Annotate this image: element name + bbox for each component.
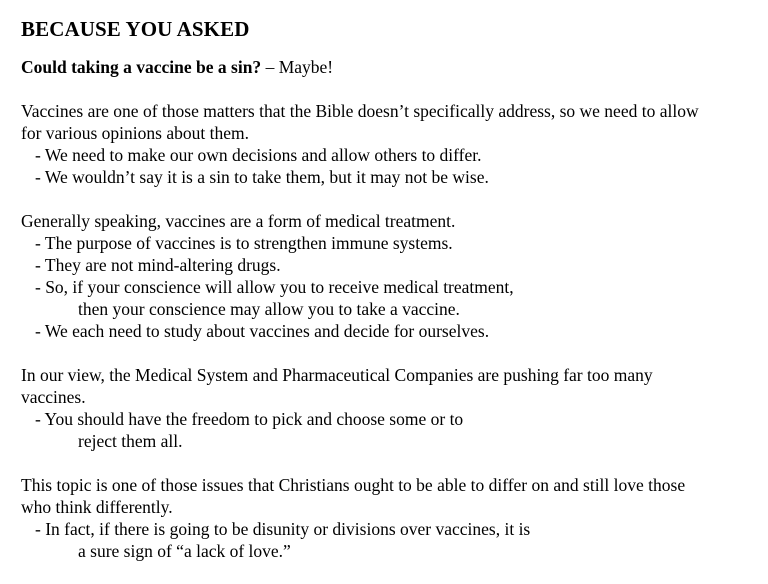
bullet-continuation: reject them all. xyxy=(78,431,183,451)
bullet-item: - The purpose of vaccines is to strengthen immune systems. xyxy=(35,233,453,253)
question-text: Could taking a vaccine be a sin? xyxy=(21,57,262,77)
section-our-view xyxy=(21,364,761,452)
section-love-others xyxy=(21,474,761,562)
bullet-item: - They are not mind-altering drugs. xyxy=(35,255,281,275)
question-line xyxy=(21,56,761,78)
paragraph-line: Generally speaking, vaccines are a form of medical treatment. xyxy=(21,211,456,231)
paragraph-line: This topic is one of those issues that Christians ought to be able to differ on and still love those xyxy=(21,475,686,495)
question-answer: – Maybe! xyxy=(261,57,334,77)
bullet-continuation: then your conscience may allow you to take a vaccine. xyxy=(78,299,460,319)
paragraph-line: Vaccines are one of those matters that the Bible doesn’t specifically address, so we need to allow xyxy=(21,101,699,121)
paragraph-line: for various opinions about them. xyxy=(21,123,249,143)
page-title: BECAUSE YOU ASKED xyxy=(21,17,250,41)
bullet-item: - We each need to study about vaccines and decide for ourselves. xyxy=(35,321,490,341)
bullet-item: - We need to make our own decisions and allow others to differ. xyxy=(35,145,482,165)
document-page xyxy=(21,16,761,584)
paragraph-line: vaccines. xyxy=(21,387,86,407)
bullet-continuation: a sure sign of “a lack of love.” xyxy=(78,541,291,561)
section-bible-opinions xyxy=(21,100,761,188)
bullet-item: - In fact, if there is going to be disunity or divisions over vaccines, it is xyxy=(35,519,531,539)
bullet-item: - You should have the freedom to pick and choose some or to xyxy=(35,409,464,429)
bullet-item: - So, if your conscience will allow you to receive medical treatment, xyxy=(35,277,514,297)
paragraph-line: In our view, the Medical System and Pharmaceutical Companies are pushing far too many xyxy=(21,365,653,385)
section-medical-treatment xyxy=(21,210,761,342)
paragraph-line: who think differently. xyxy=(21,497,173,517)
bullet-item: - We wouldn’t say it is a sin to take them, but it may not be wise. xyxy=(35,167,489,187)
